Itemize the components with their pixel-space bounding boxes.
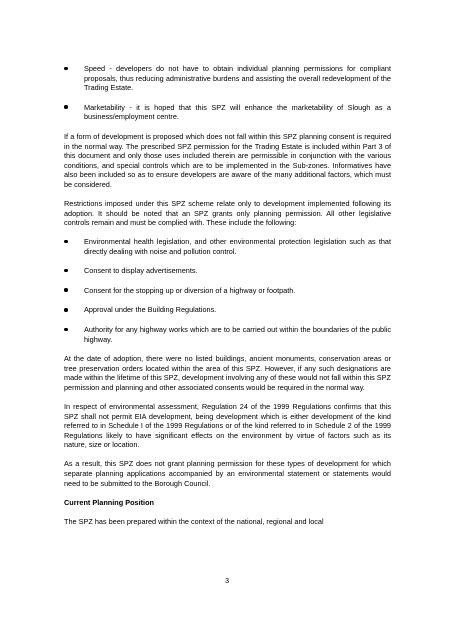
paragraph-context: The SPZ has been prepared within the context of the national, regional and local: [64, 516, 324, 526]
list-item: Approval under the Building Regulations.: [64, 305, 391, 315]
section-heading: Current Planning Position: [64, 497, 154, 507]
paragraph-environmental-assessment: In respect of environmental assessment, Regulation 24 of the 1999 Regulations confirms that this SPZ shall not permit EIA development, being development which is either development of the kind referred to in Schedule I of the 1999 Regulations or of the kind referred to in Schedule 2 of the 1999 Regulations likely to have significant effects on the environment by virtue of factors such as its nature, size or location.: [64, 402, 391, 450]
list-item: Environmental health legislation, and other environmental protection legislation such as that directly dealing with noise and pollution control.: [64, 237, 391, 256]
list-item: Authority for any highway works which are to be carried out within the boundaries of the public highway.: [64, 325, 391, 344]
bullet-icon: [64, 105, 68, 109]
legislative-controls-list: [64, 237, 391, 344]
list-item: Marketability - it is hoped that this SPZ will enhance the marketability of Slough as a business/employment centre.: [64, 103, 391, 122]
paragraph-restrictions: Restrictions imposed under this SPZ scheme relate only to development implemented following its adoption. It should be noted that an SPZ grants only planning permission. All other legislative controls remain and must be complied with. These include the following:: [64, 198, 391, 228]
bullet-icon: [64, 308, 68, 312]
list-item: Consent to display advertisements.: [64, 266, 391, 276]
list-item: Consent for the stopping up or diversion of a highway or footpath.: [64, 286, 391, 296]
bullet-icon: [64, 240, 68, 244]
paragraph-adoption-designations: At the date of adoption, there were no listed buildings, ancient monuments, conservation areas or tree preservation orders located within the area of this SPZ. However, if any such designations are made within the lifetime of this SPZ, development involving any of these would not fall within this SPZ permission and planning and other associated consents would be required in the normal way.: [64, 354, 391, 393]
list-item: Speed - developers do not have to obtain individual planning permissions for compliant proposals, thus reducing administrative burdens and assisting the overall redevelopment of the Trading Estate.: [64, 64, 391, 93]
paragraph-separate-applications: As a result, this SPZ does not grant planning permission for these types of development for which separate planning applications accompanied by an environmental statement or statements would need to be submitted to the Borough Council.: [64, 459, 391, 488]
paragraph-planning-consent: If a form of development is proposed which does not fall within this SPZ planning consent is required in the normal way. The prescribed SPZ permission for the Trading Estate is included within Part 3 of this document and only those uses included therein are permissible in conjunction with the various conditions, and special controls which are to be implemented in the Sub-zones. Informatives have also been included so as to ensure developers are aware of the many additional factors, which must be considered.: [64, 131, 391, 189]
page-content: [64, 64, 391, 536]
bullet-icon: [64, 288, 68, 292]
bullet-icon: [64, 269, 68, 273]
bullet-icon: [64, 67, 68, 71]
benefits-list: [64, 64, 391, 122]
bullet-icon: [64, 328, 68, 332]
page-number: 3: [224, 576, 230, 585]
